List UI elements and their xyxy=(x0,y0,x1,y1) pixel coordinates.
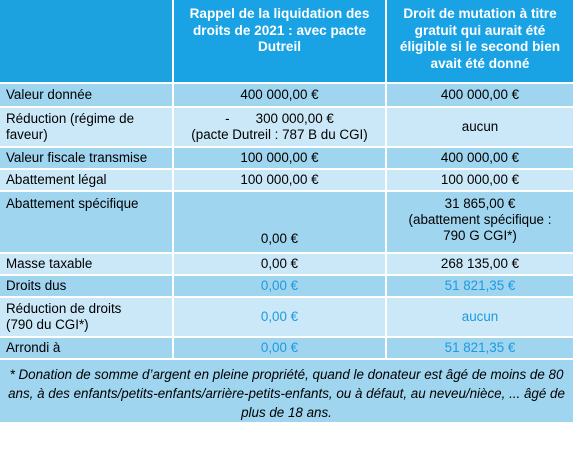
row-label: Arrondi à xyxy=(0,338,174,360)
table-row xyxy=(0,108,573,148)
cell-value: 100 000,00 € xyxy=(174,170,387,192)
cell-value: 100 000,00 € xyxy=(174,148,387,170)
cell-value: 400 000,00 € xyxy=(174,84,387,108)
cell-value: aucun xyxy=(387,298,573,338)
table-row xyxy=(0,276,573,298)
header-corner xyxy=(0,0,174,84)
cell-value: 0,00 € xyxy=(174,192,387,254)
row-label-line: Réduction (régime de xyxy=(6,111,135,126)
cell-value: 51 821,35 € xyxy=(387,338,573,360)
header-col-mutation: Droit de mutation à titre gratuit qui aurait été éligible si le second bien avait été donné xyxy=(387,0,573,84)
row-label: Abattement spécifique xyxy=(0,192,174,254)
table-row xyxy=(0,192,573,254)
row-label xyxy=(0,108,174,148)
footnote: * Donation de somme d’argent en pleine propriété, quand le donateur est âgé de moins de 80 ans, à des enfants/petits-enfants/arrière-petits-enfants, ou à défaut, au neveu/nièce, ... âgé de plus de 18 ans. xyxy=(0,360,573,424)
cell-value-line: 300 000,00 € xyxy=(255,111,334,126)
row-label: Valeur fiscale transmise xyxy=(0,148,174,170)
row-label: Abattement légal xyxy=(0,170,174,192)
table-row xyxy=(0,148,573,170)
cell-value: 0,00 € xyxy=(174,338,387,360)
cell-value: 400 000,00 € xyxy=(387,148,573,170)
footnote-row xyxy=(0,360,573,424)
table-row xyxy=(0,170,573,192)
cell-value xyxy=(387,192,573,254)
row-label: Droits dus xyxy=(0,276,174,298)
minus-sign: - xyxy=(225,111,230,126)
cell-value: 100 000,00 € xyxy=(387,170,573,192)
cell-value-line: (abattement spécifique : xyxy=(408,212,552,227)
cell-value: 0,00 € xyxy=(174,298,387,338)
cell-value-line: (pacte Dutreil : 787 B du CGI) xyxy=(191,127,368,142)
cell-value: 0,00 € xyxy=(174,276,387,298)
row-label: Valeur donnée xyxy=(0,84,174,108)
row-label-line: faveur) xyxy=(6,127,48,142)
row-label xyxy=(0,298,174,338)
cell-value: 51 821,35 € xyxy=(387,276,573,298)
row-label: Masse taxable xyxy=(0,254,174,276)
cell-value-line: 790 G CGI*) xyxy=(443,228,517,243)
table-row xyxy=(0,254,573,276)
cell-value-line: 31 865,00 € xyxy=(444,196,516,211)
cell-value: 268 135,00 € xyxy=(387,254,573,276)
table-row xyxy=(0,298,573,338)
row-label-line: (790 du CGI*) xyxy=(6,317,89,332)
header-row xyxy=(0,0,573,84)
cell-value: 400 000,00 € xyxy=(387,84,573,108)
cell-value: 0,00 € xyxy=(174,254,387,276)
header-col-dutreil: Rappel de la liquidation des droits de 2021 : avec pacte Dutreil xyxy=(174,0,387,84)
cell-value xyxy=(174,108,387,148)
row-label-line: Réduction de droits xyxy=(6,301,122,316)
table-row xyxy=(0,84,573,108)
cell-value: aucun xyxy=(387,108,573,148)
table-row xyxy=(0,338,573,360)
